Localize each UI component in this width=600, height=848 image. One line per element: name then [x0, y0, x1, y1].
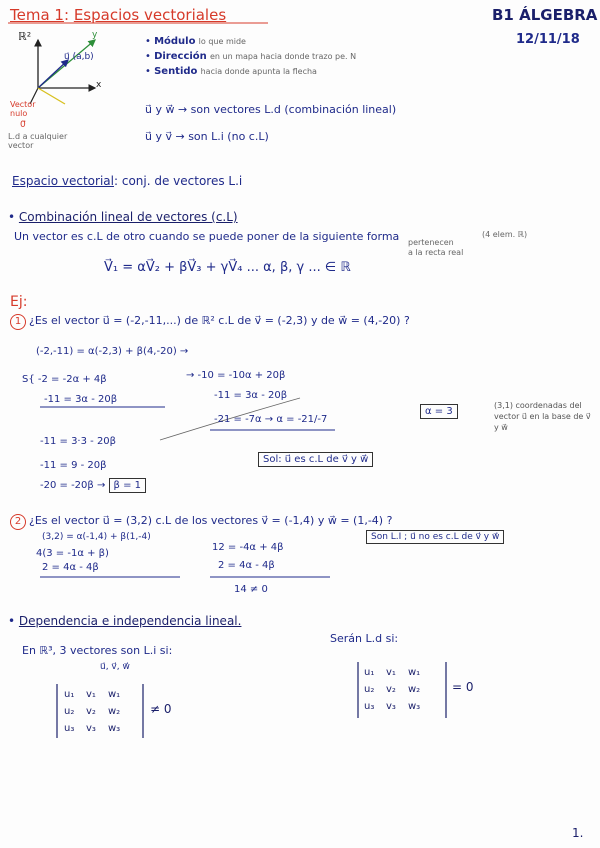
zero-vector: 0⃗ [20, 120, 26, 130]
ld-line: u⃗ y w⃗ → son vectores L.d (combinación lineal) [145, 103, 397, 116]
x-label: x [96, 80, 102, 90]
ex1-line2b: → -10 = -10α + 20β [186, 370, 286, 381]
li-vectors: u⃗, v⃗, w⃗ [100, 662, 130, 672]
combinacion-text: Un vector es c.L de otro cuando se puede poner de la siguiente forma [14, 230, 400, 243]
ex2-line3a: 2 = 4α - 4β [42, 562, 99, 573]
ej-label: Ej: [10, 294, 28, 310]
ex2-line4: 14 ≠ 0 [234, 584, 268, 595]
matrix-li: u₁ v₁ w₁ u₂ v₂ w₂ u₃ v₃ w₃ [64, 689, 121, 734]
li-line: u⃗ y v⃗ → son L.i (no c.L) [145, 130, 269, 143]
ex1-question: 1 ¿Es el vector u⃗ = (-2,-11,...) de ℝ² c.L de v⃗ = (-2,3) y de w⃗ = (4,-20) ? [10, 314, 410, 330]
ld-note: L.d a cualquier vector [8, 132, 68, 150]
bullet-sentido: • Sentido hacia donde apunta la flecha [145, 66, 317, 77]
date: 12/11/18 [516, 32, 580, 47]
li-condition: En ℝ³, 3 vectores son L.i si: [22, 644, 173, 657]
ex2-line3b: 2 = 4α - 4β [218, 560, 275, 571]
combinacion-heading: • Combinación lineal de vectores (c.L) [8, 210, 238, 224]
bullet-list [145, 36, 356, 81]
ex1-line3a: -11 = 3α - 20β [44, 394, 118, 405]
ex1-line5: -11 = 3·3 - 20β [40, 436, 117, 447]
ex2-solution: Son L.I ; u⃗ no es c.L de v⃗ y w⃗ [366, 530, 504, 544]
ex2-line2a: 4(3 = -1α + β) [36, 548, 109, 559]
neq-zero: ≠ 0 [150, 702, 172, 716]
note-pertenecen: pertenecen [408, 238, 454, 247]
espacio-vectorial: Espacio vectorial: conj. de vectores L.i [12, 174, 243, 188]
dependencia-heading: • Dependencia e independencia lineal. [8, 614, 242, 628]
note-elem: (4 elem. ℝ) [482, 230, 528, 239]
bullet-direccion: • Dirección en un mapa hacia donde trazo pe. N [145, 51, 357, 62]
matrix-ld: u₁ v₁ w₁ u₂ v₂ w₂ u₃ v₃ w₃ [364, 667, 421, 712]
ld-condition: Serán L.d si: [330, 632, 399, 645]
title: Tema 1: Espacios vectoriales [10, 6, 227, 24]
ex1-line3b: -11 = 3α - 20β [214, 390, 288, 401]
r2-label: ℝ² [18, 30, 32, 43]
ex2-line2b: 12 = -4α + 4β [212, 542, 284, 553]
ex1-line2a: S{ -2 = -2α + 4β [22, 374, 107, 385]
u-label: u⃗ (a,b) [64, 52, 94, 62]
page-number: 1. [572, 826, 584, 840]
vector-nulo: Vector nulo [10, 100, 36, 118]
course-label: B1 ÁLGEBRA [492, 6, 598, 24]
ex2-line1: (3,2) = α(-1,4) + β(1,-4) [42, 532, 151, 542]
ex1-line1: (-2,-11) = α(-2,3) + β(4,-20) → [36, 346, 189, 357]
ex1-line6: -11 = 9 - 20β [40, 460, 107, 471]
u-vector [38, 60, 68, 88]
bullet-modulo: • Módulo lo que mide [145, 36, 246, 47]
ex1-line4: -21 = -7α → α = -21/-7 [214, 414, 328, 425]
y-label: y [92, 30, 98, 40]
combinacion-formula: V⃗₁ = αV⃗₂ + βV⃗₃ + γV⃗₄ ... α, β, γ ... ∈ ℝ [104, 260, 351, 275]
eq-zero: = 0 [452, 680, 474, 694]
ex1-solution: Sol: u⃗ es c.L de v⃗ y w⃗ [258, 452, 373, 467]
ex1-alpha: α = 3 [420, 404, 458, 419]
ex2-question: 2 ¿Es el vector u⃗ = (3,2) c.L de los vectores v⃗ = (-1,4) y w⃗ = (1,-4) ? [10, 514, 392, 530]
ex1-line7: -20 = -20β → β = 1 [40, 480, 146, 491]
ex1-note: (3,1) coordenadas del vector u⃗ en la base de v⃗ y w⃗ [494, 401, 591, 432]
note-recta: a la recta real [408, 248, 464, 257]
